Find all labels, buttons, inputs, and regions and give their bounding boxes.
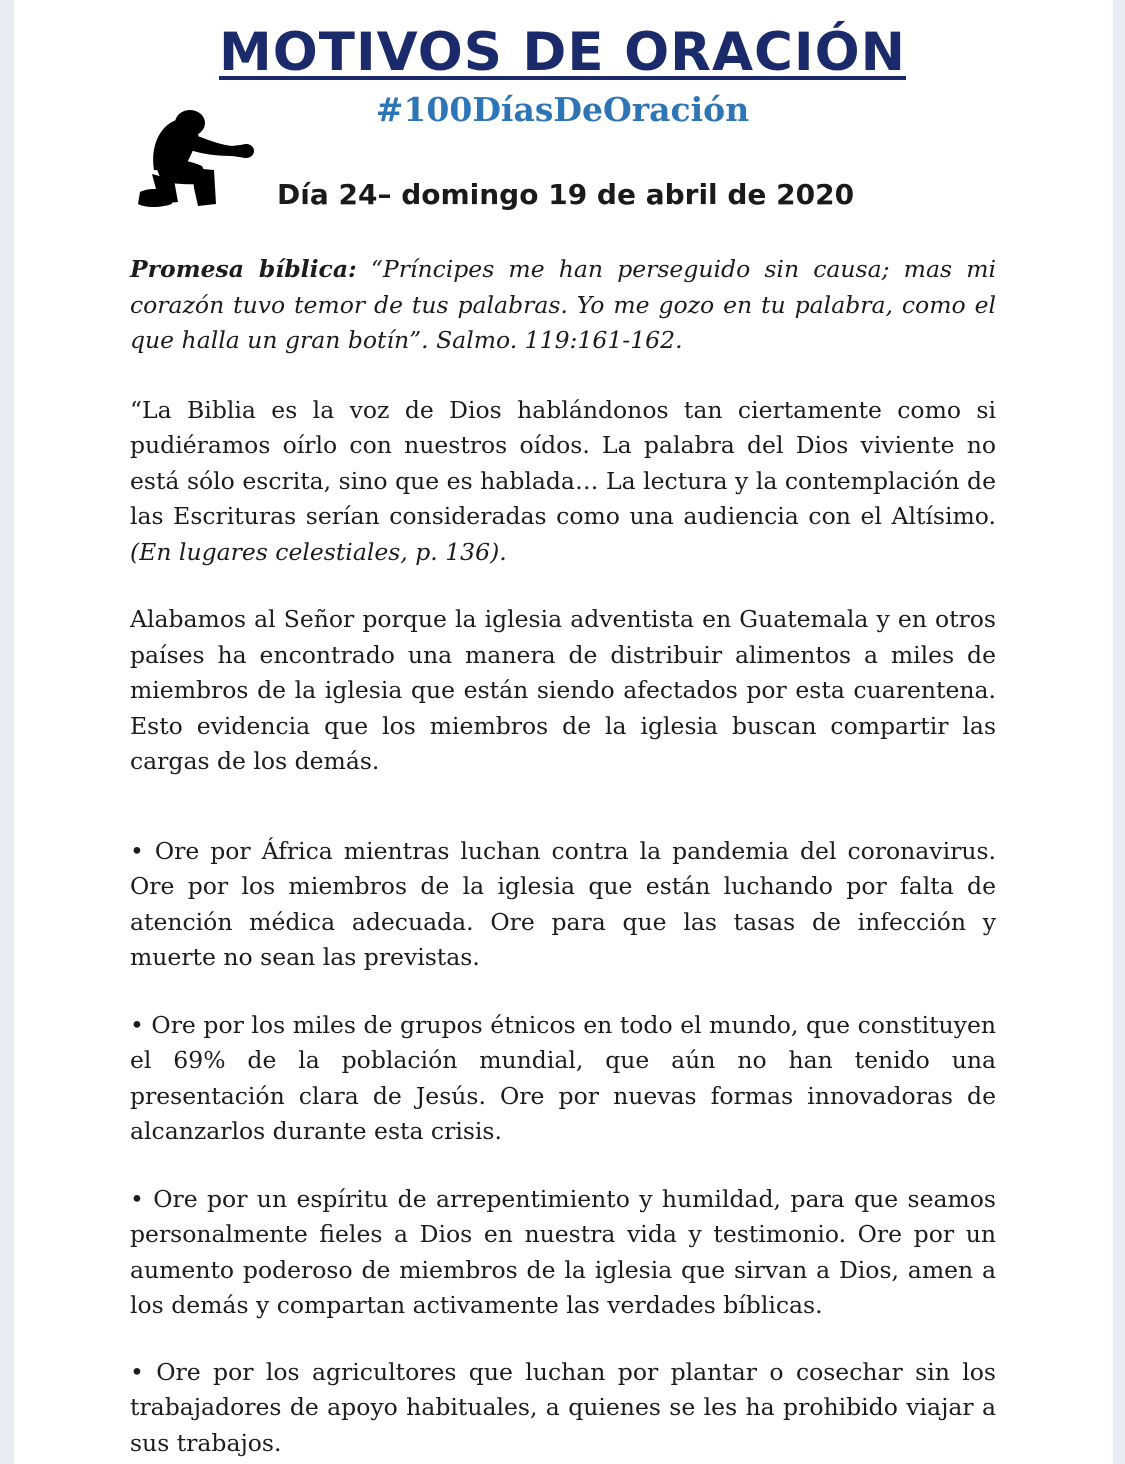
page-title bbox=[0, 22, 1125, 84]
page-edge-left bbox=[0, 0, 14, 1464]
quote-source: (En lugares celestiales, p. 136). bbox=[130, 537, 507, 566]
bible-promise-label: Promesa bíblica: bbox=[130, 255, 357, 283]
day-heading: Día 24– domingo 19 de abril de 2020 bbox=[277, 178, 855, 211]
bible-promise bbox=[130, 252, 996, 359]
quote-paragraph bbox=[130, 393, 996, 571]
quote-text: “La Biblia es la voz de Dios hablándonos tan ciertamente como si pudiéramos oírlo con nuestros oídos. La palabra del Dios viviente no está sólo escrita, sino que es hablada… La lectura y la contemplación de las Escrituras serían consideradas como una audiencia con el Altísimo. bbox=[130, 395, 996, 530]
page-title-text: MOTIVOS DE ORACIÓN bbox=[219, 22, 906, 83]
prayer-item: • Ore por África mientras luchan contra la pandemia del coronavirus. Ore por los miembros de la iglesia que están luchando por falta de atención médica adecuada. Ore para que las tasas de infección y muerte no sean las previstas. bbox=[130, 836, 996, 971]
page-edge-right bbox=[1113, 0, 1125, 1464]
bible-promise-text: “Príncipes me han perseguido sin causa; mas mi corazón tuvo temor de tus palabras. Yo me gozo en tu palabra, como el que halla un gran botín”. Salmo. 119:161-162. bbox=[130, 255, 996, 354]
devotional-body bbox=[130, 252, 996, 1461]
prayer-item: • Ore por los miles de grupos étnicos en todo el mundo, que constituyen el 69% de la población mundial, que aún no han tenido una presentación clara de Jesús. Ore por nuevas formas innovadoras de alcanzarlos durante esta crisis. bbox=[130, 1010, 996, 1145]
prayer-item: • Ore por los agricultores que luchan por plantar o cosechar sin los trabajadores de apoyo habituales, a quienes se les ha prohibido viajar a sus trabajos. bbox=[130, 1357, 996, 1457]
kneeling-person-praying-icon bbox=[138, 108, 256, 210]
praise-paragraph: Alabamos al Señor porque la iglesia adventista en Guatemala y en otros países ha encontrado una manera de distribuir alimentos a miles de miembros de la iglesia que están siendo afectados por esta cuarentena. Esto evidencia que los miembros de la iglesia buscan compartir las cargas de los demás. bbox=[130, 605, 996, 775]
prayer-item: • Ore por un espíritu de arrepentimiento y humildad, para que seamos personalmente fieles a Dios en nuestra vida y testimonio. Ore por un aumento poderoso de miembros de la iglesia que sirvan a Dios, amen a los demás y compartan activamente las verdades bíblicas. bbox=[130, 1184, 996, 1319]
hashtag-heading: #100DíasDeOración bbox=[375, 90, 750, 129]
